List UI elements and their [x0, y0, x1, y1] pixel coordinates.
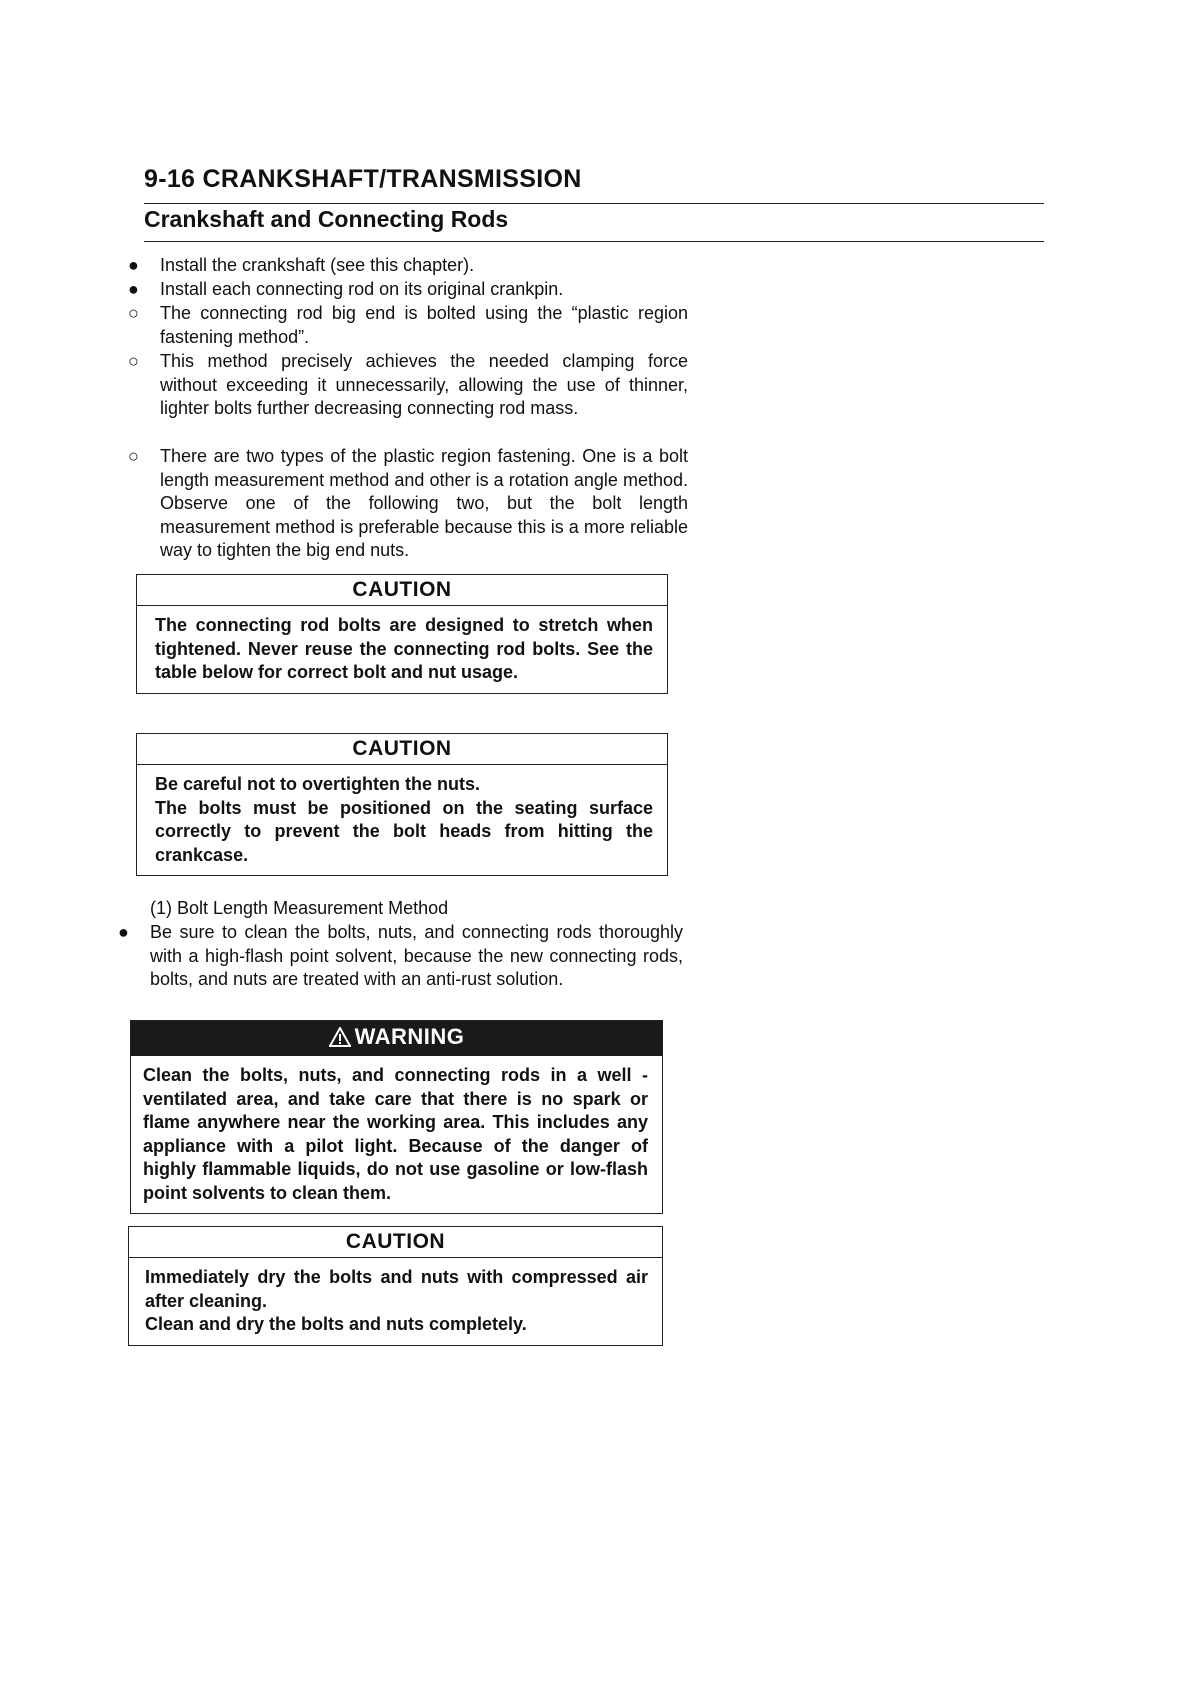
caution-text: The connecting rod bolts are designed to stretch when tightened. Never reuse the connecting rod bolts. See the table below for correct bolt and nut usage.: [155, 615, 653, 682]
circle-marker: ○: [128, 303, 139, 323]
page-title: 9-16 CRANKSHAFT/TRANSMISSION: [144, 165, 582, 193]
bullet-marker: ●: [128, 279, 139, 299]
note-item: [128, 445, 688, 563]
caution-heading: CAUTION: [129, 1227, 662, 1258]
caution-body: [137, 765, 667, 875]
header-rule: [144, 203, 1044, 204]
step-item: [128, 254, 688, 278]
warning-box: [130, 1020, 663, 1214]
method-step: [118, 921, 683, 992]
circle-marker: ○: [128, 351, 139, 371]
warning-text: Clean the bolts, nuts, and connecting rods in a well -ventilated area, and take care that there is no spark or flame anywhere near the working area. This includes any appliance with a pilot light. Because of the danger of highly flammable liquids, do not use gasoline or low-flash point solvents to clean them.: [143, 1065, 648, 1203]
note-item: [128, 302, 688, 349]
caution-body: [129, 1258, 662, 1345]
caution-heading: CAUTION: [137, 575, 667, 606]
bullet-marker: ●: [128, 255, 139, 275]
warning-heading: WARNING: [354, 1024, 465, 1049]
bullet-marker: ●: [118, 922, 129, 942]
step-text: Install the crankshaft (see this chapter).: [160, 255, 475, 275]
method-text: Be sure to clean the bolts, nuts, and connecting rods thoroughly with a high-flash point solvent, because the new connecting rods, bolts, and nuts are treated with an anti-rust solution.: [150, 922, 683, 989]
caution-line: Be careful not to overtighten the nuts.: [155, 774, 481, 794]
note-text: The connecting rod big end is bolted using the “plastic region fastening method”.: [160, 303, 688, 347]
warning-triangle-icon: [329, 1024, 351, 1056]
caution-heading: CAUTION: [137, 734, 667, 765]
caution-box: [136, 733, 668, 876]
method-heading: (1) Bolt Length Measurement Method: [150, 898, 449, 918]
page-header: [144, 164, 1044, 194]
caution-box: [136, 574, 668, 694]
note-text: There are two types of the plastic region fastening. One is a bolt length measurement method and other is a rotation angle method. Observe one of the following two, but the bolt length measurement method is preferable because this is a more reliable way to tighten the big end nuts.: [160, 446, 688, 560]
section-rule: [144, 241, 1044, 242]
caution-box: [128, 1226, 663, 1346]
section-title: Crankshaft and Connecting Rods: [144, 206, 509, 232]
note-item: [128, 350, 688, 421]
caution-line: The bolts must be positioned on the seating surface correctly to prevent the bolt heads from hitting the crankcase.: [155, 797, 653, 865]
caution-body: [137, 606, 667, 693]
note-text: This method precisely achieves the needed clamping force without exceeding it unnecessarily, allowing the use of thinner, lighter bolts further decreasing connecting rod mass.: [160, 351, 688, 418]
circle-marker: ○: [128, 446, 139, 466]
step-item: [128, 278, 688, 302]
warning-body: [131, 1056, 662, 1213]
warning-header: [131, 1021, 662, 1056]
step-text: Install each connecting rod on its original crankpin.: [160, 279, 564, 299]
caution-line: Immediately dry the bolts and nuts with compressed air after cleaning.: [145, 1267, 648, 1311]
caution-line: Clean and dry the bolts and nuts completely.: [145, 1314, 527, 1334]
